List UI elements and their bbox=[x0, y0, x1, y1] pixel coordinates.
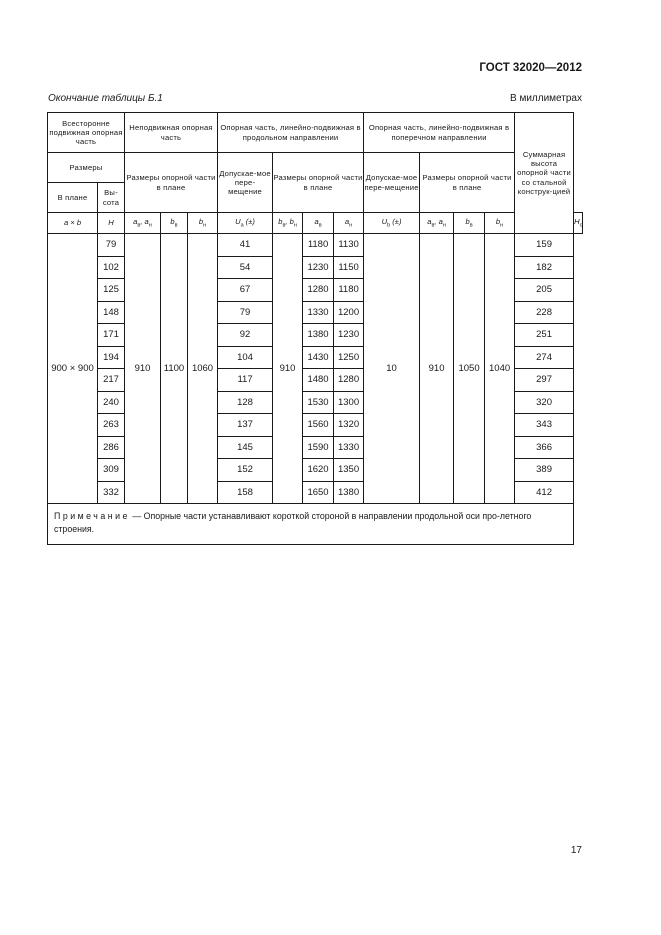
cell-total-height-Hc: 251 bbox=[515, 324, 574, 347]
cell-long-an: 1180 bbox=[334, 279, 364, 302]
symbol-axb: a × b bbox=[48, 213, 98, 234]
page-number: 17 bbox=[570, 845, 582, 856]
cell-displacement-Ua: 128 bbox=[218, 391, 273, 414]
cell-displacement-Ua: 145 bbox=[218, 436, 273, 459]
cell-long-an: 1350 bbox=[334, 459, 364, 482]
cell-height-H: 194 bbox=[98, 346, 125, 369]
cell-long-av: 1480 bbox=[303, 369, 334, 392]
cell-total-height-Hc: 389 bbox=[515, 459, 574, 482]
symbol-long-bb-bn: $b_в$, $b_н$ bbox=[273, 213, 303, 234]
cell-long-av: 1280 bbox=[303, 279, 334, 302]
cell-displacement-Ua: 67 bbox=[218, 279, 273, 302]
symbol-H: H bbox=[98, 213, 125, 234]
document-code: ГОСТ 32020—2012 bbox=[479, 62, 582, 74]
header-in-plan: В плане bbox=[48, 183, 98, 213]
cell-displacement-Ua: 92 bbox=[218, 324, 273, 347]
cell-displacement-Ua: 117 bbox=[218, 369, 273, 392]
cell-long-av: 1180 bbox=[303, 234, 334, 257]
cell-height-H: 309 bbox=[98, 459, 125, 482]
symbol-Hc: $H_с$ bbox=[574, 213, 583, 234]
cell-fixed-bn: 1060 bbox=[188, 234, 218, 504]
cell-fixed-a: 910 bbox=[125, 234, 161, 504]
cell-total-height-Hc: 297 bbox=[515, 369, 574, 392]
cell-long-an: 1230 bbox=[334, 324, 364, 347]
cell-total-height-Hc: 228 bbox=[515, 301, 574, 324]
cell-total-height-Hc: 159 bbox=[515, 234, 574, 257]
header-all-sided-movable: Всесторонне подвижная опорная часть bbox=[48, 113, 125, 153]
table-symbols-row bbox=[48, 213, 583, 234]
cell-long-b: 910 bbox=[273, 234, 303, 504]
cell-height-H: 332 bbox=[98, 481, 125, 504]
cell-long-an: 1330 bbox=[334, 436, 364, 459]
header-trans-displacement: Допускае-мое пере-мещение bbox=[364, 153, 420, 213]
cell-long-an: 1280 bbox=[334, 369, 364, 392]
table-note bbox=[48, 504, 574, 545]
header-longitudinal: Опорная часть, линейно-подвижная в продольном направлении bbox=[218, 113, 364, 153]
cell-fixed-bv: 1100 bbox=[161, 234, 188, 504]
table-row bbox=[48, 234, 583, 257]
cell-displacement-Ua: 104 bbox=[218, 346, 273, 369]
table-header-row-1 bbox=[48, 113, 583, 153]
cell-height-H: 125 bbox=[98, 279, 125, 302]
cell-long-av: 1430 bbox=[303, 346, 334, 369]
cell-trans-bn: 1040 bbox=[485, 234, 515, 504]
symbol-long-av: $a_в$ bbox=[303, 213, 334, 234]
symbol-long-an: $a_н$ bbox=[334, 213, 364, 234]
cell-long-av: 1620 bbox=[303, 459, 334, 482]
cell-long-an: 1130 bbox=[334, 234, 364, 257]
cell-long-an: 1250 bbox=[334, 346, 364, 369]
header-height: Вы-сота bbox=[98, 183, 125, 213]
cell-displacement-Ua: 137 bbox=[218, 414, 273, 437]
header-fixed: Неподвижная опорная часть bbox=[125, 113, 218, 153]
symbol-Ub: $U_b$ (±) bbox=[364, 213, 420, 234]
header-long-plan-sizes: Размеры опорной части в плане bbox=[273, 153, 364, 213]
cell-long-an: 1150 bbox=[334, 256, 364, 279]
header-transverse: Опорная часть, линейно-подвижная в поперечном направлении bbox=[364, 113, 515, 153]
cell-height-H: 171 bbox=[98, 324, 125, 347]
cell-total-height-Hc: 412 bbox=[515, 481, 574, 504]
cell-total-height-Hc: 274 bbox=[515, 346, 574, 369]
cell-height-H: 263 bbox=[98, 414, 125, 437]
cell-displacement-Ua: 54 bbox=[218, 256, 273, 279]
symbol-trans-bn: $b_н$ bbox=[485, 213, 515, 234]
cell-total-height-Hc: 205 bbox=[515, 279, 574, 302]
cell-displacement-Ua: 79 bbox=[218, 301, 273, 324]
cell-trans-a: 910 bbox=[420, 234, 454, 504]
cell-long-av: 1380 bbox=[303, 324, 334, 347]
cell-height-H: 102 bbox=[98, 256, 125, 279]
symbol-Ua: $U_a$ (±) bbox=[218, 213, 273, 234]
cell-height-H: 217 bbox=[98, 369, 125, 392]
cell-long-av: 1230 bbox=[303, 256, 334, 279]
cell-height-H: 148 bbox=[98, 301, 125, 324]
table-caption: Окончание таблицы Б.1 bbox=[48, 93, 163, 104]
header-total-height: Суммарная высота опорной части со стальной конструк-цией bbox=[515, 113, 574, 234]
symbol-trans-bv: $b_в$ bbox=[454, 213, 485, 234]
cell-displacement-Ua: 158 bbox=[218, 481, 273, 504]
cell-total-height-Hc: 366 bbox=[515, 436, 574, 459]
header-long-displacement: Допускае-мое пере-мещение bbox=[218, 153, 273, 213]
cell-height-H: 286 bbox=[98, 436, 125, 459]
cell-trans-bv: 1050 bbox=[454, 234, 485, 504]
cell-long-av: 1530 bbox=[303, 391, 334, 414]
cell-long-av: 1590 bbox=[303, 436, 334, 459]
cell-long-av: 1560 bbox=[303, 414, 334, 437]
header-sizes: Размеры bbox=[48, 153, 125, 183]
table-note-row bbox=[48, 504, 583, 545]
symbol-fixed-bn: $b_н$ bbox=[188, 213, 218, 234]
cell-trans-Ub: 10 bbox=[364, 234, 420, 504]
cell-total-height-Hc: 343 bbox=[515, 414, 574, 437]
header-trans-plan-sizes: Размеры опорной части в плане bbox=[420, 153, 515, 213]
cell-long-an: 1200 bbox=[334, 301, 364, 324]
cell-long-an: 1300 bbox=[334, 391, 364, 414]
cell-displacement-Ua: 152 bbox=[218, 459, 273, 482]
cell-total-height-Hc: 320 bbox=[515, 391, 574, 414]
cell-displacement-Ua: 41 bbox=[218, 234, 273, 257]
note-text: — Опорные части устанавливают короткой стороной в направлении продольной оси про-летного строения. bbox=[54, 511, 532, 534]
units-label: В миллиметрах bbox=[510, 93, 582, 104]
table-header-row-2 bbox=[48, 153, 583, 183]
symbol-fixed-ab-an: $a_в$, $a_н$ bbox=[125, 213, 161, 234]
cell-total-height-Hc: 182 bbox=[515, 256, 574, 279]
cell-long-an: 1380 bbox=[334, 481, 364, 504]
cell-long-av: 1650 bbox=[303, 481, 334, 504]
symbol-fixed-bv: $b_в$ bbox=[161, 213, 188, 234]
bearing-dimensions-table bbox=[47, 112, 583, 545]
note-label: Примечание bbox=[54, 511, 130, 521]
table-body bbox=[48, 113, 583, 545]
cell-plan-size: 900 × 900 bbox=[48, 234, 98, 504]
symbol-trans-ab-an: $a_в$, $a_н$ bbox=[420, 213, 454, 234]
cell-long-av: 1330 bbox=[303, 301, 334, 324]
cell-height-H: 240 bbox=[98, 391, 125, 414]
cell-height-H: 79 bbox=[98, 234, 125, 257]
cell-long-an: 1320 bbox=[334, 414, 364, 437]
header-fixed-plan-sizes: Размеры опорной части в плане bbox=[125, 153, 218, 213]
